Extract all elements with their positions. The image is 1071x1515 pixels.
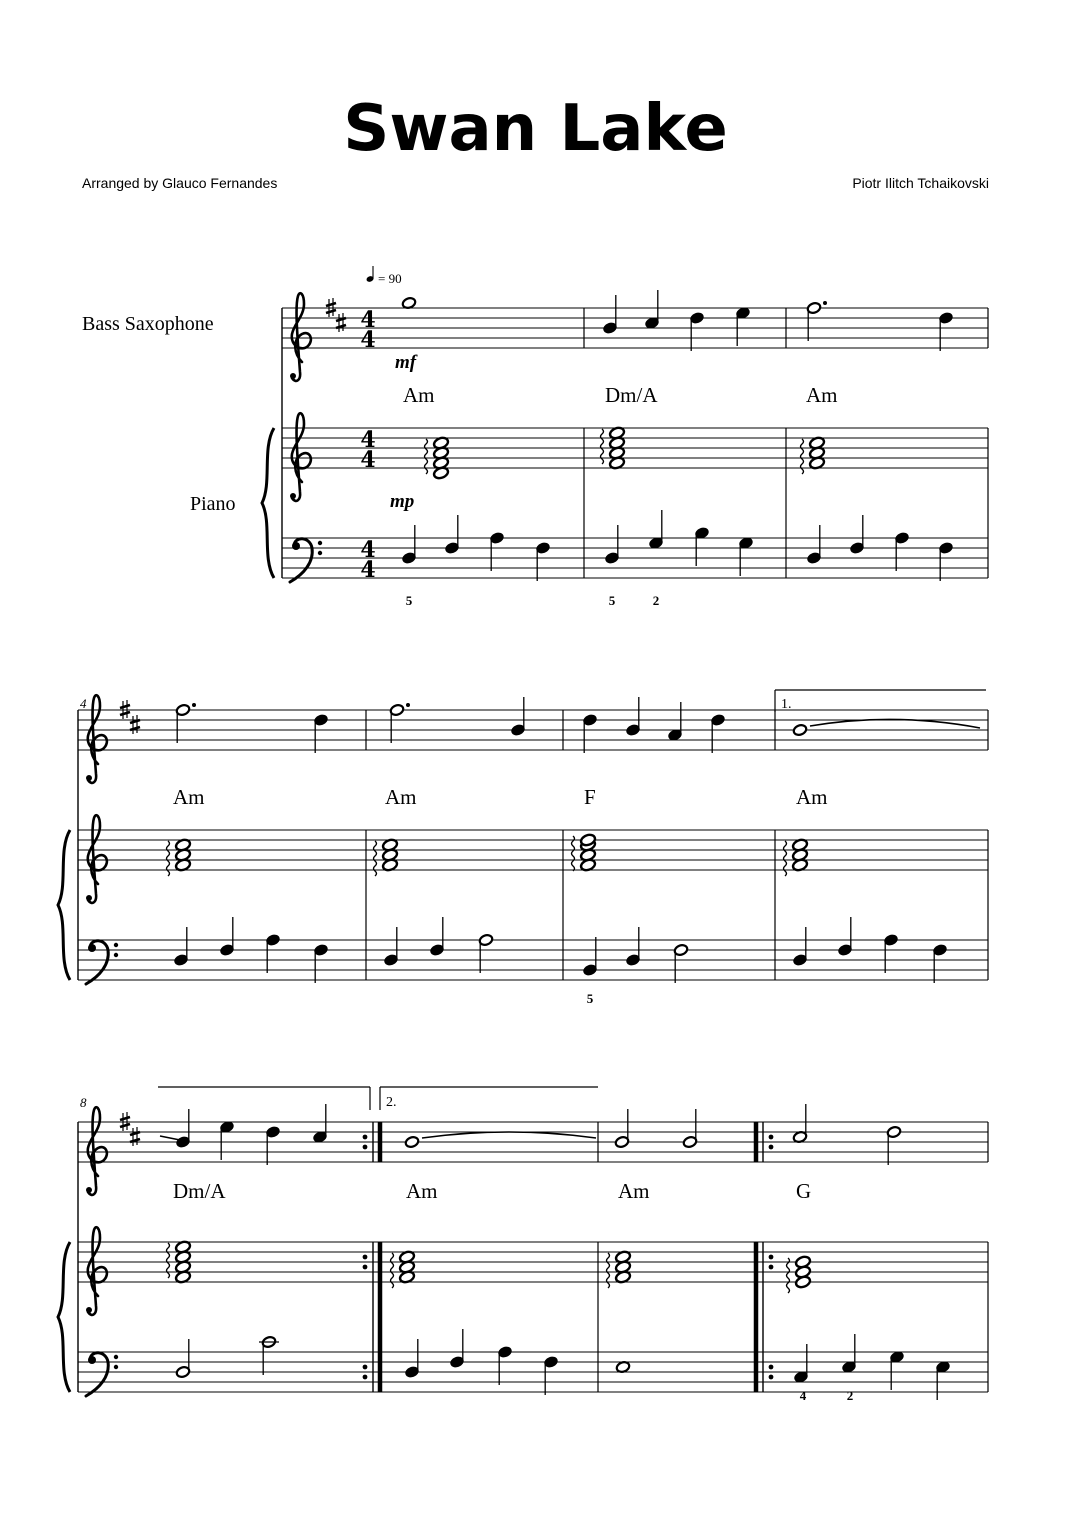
repeat-dot (769, 1135, 774, 1140)
chord-symbol: F (584, 785, 596, 809)
chord-symbol: G (796, 1179, 812, 1203)
repeat-dot (769, 1375, 774, 1380)
arpeggio-sign (391, 1253, 394, 1288)
arpeggio-sign (572, 836, 575, 871)
chord-symbol: Am (618, 1179, 650, 1203)
tie (810, 719, 980, 728)
time-signature-top: 4 (360, 307, 376, 333)
time-signature-top: 4 (360, 537, 376, 563)
chord-symbol: Am (403, 383, 435, 407)
arpeggio-sign (801, 439, 804, 474)
treble-clef-icon (86, 815, 107, 903)
time-signature-top: 4 (360, 427, 376, 453)
repeat-dot (769, 1255, 774, 1260)
augmentation-dot (406, 703, 410, 707)
tie (160, 1136, 180, 1140)
repeat-dot (363, 1145, 368, 1150)
bass-clef-icon (290, 539, 322, 582)
chord-symbol: Am (806, 383, 838, 407)
treble-clef-icon (86, 1107, 107, 1195)
fingering-number: 5 (608, 593, 616, 608)
chord-symbol: Dm/A (605, 383, 658, 407)
chord-symbol: Am (385, 785, 417, 809)
composer-credit: Piotr Ilitch Tchaikovski (852, 175, 989, 191)
sax-staff (78, 710, 988, 750)
dynamic-marking-piano: mp (390, 491, 415, 512)
score-title: Swan Lake (343, 92, 728, 166)
arpeggio-sign (374, 841, 377, 876)
augmentation-dot (823, 301, 827, 305)
arpeggio-sign (167, 1243, 170, 1278)
treble-clef-icon (290, 293, 311, 381)
note-head (792, 723, 807, 736)
repeat-dot (363, 1375, 368, 1380)
tie (422, 1132, 596, 1138)
repeat-dot (769, 1145, 774, 1150)
piano-brace (262, 428, 274, 578)
arpeggio-sign (607, 1253, 610, 1288)
time-signature-bottom: 4 (360, 327, 376, 353)
piano-treble-staff (78, 830, 988, 870)
repeat-dot (769, 1365, 774, 1370)
dynamic-marking-sax: mf (395, 352, 417, 373)
piano-brace (58, 830, 70, 980)
tempo-marking: = 90 (378, 271, 402, 286)
treble-clef-icon (86, 1227, 107, 1315)
chord-symbol: Am (173, 785, 205, 809)
repeat-dot (769, 1265, 774, 1270)
fingering-number: 5 (405, 593, 413, 608)
piano-brace (58, 1242, 70, 1392)
measure-number: 4 (80, 696, 87, 711)
instrument-name-piano: Piano (190, 493, 236, 515)
arpeggio-sign (425, 439, 428, 474)
repeat-dot (363, 1365, 368, 1370)
volta-label-first: 1. (781, 697, 792, 712)
piano-treble-staff (78, 1242, 988, 1282)
fingering-number: 2 (846, 1388, 854, 1403)
measure-number: 8 (80, 1095, 87, 1110)
repeat-dot (363, 1265, 368, 1270)
chord-symbol: Am (796, 785, 828, 809)
augmentation-dot (192, 703, 196, 707)
time-signature-bottom: 4 (360, 557, 376, 583)
arpeggio-sign (601, 429, 604, 464)
fingering-number: 5 (586, 991, 594, 1006)
arpeggio-sign (787, 1258, 790, 1293)
bass-clef-icon (86, 1353, 118, 1396)
key-signature-sharp (336, 313, 346, 332)
key-signature-sharp (130, 715, 140, 734)
piano-bass-staff (78, 1352, 988, 1392)
piano-bass-staff (78, 940, 988, 980)
piano-treble-staff (282, 428, 988, 468)
treble-clef-icon (86, 695, 107, 783)
arranger-credit: Arranged by Glauco Fernandes (82, 175, 278, 191)
key-signature-sharp (130, 1127, 140, 1146)
repeat-dot (363, 1255, 368, 1260)
sax-staff (282, 308, 988, 348)
instrument-name-sax: Bass Saxophone (82, 313, 214, 335)
fingering-number: 4 (799, 1388, 807, 1403)
chord-symbol: Dm/A (173, 1179, 226, 1203)
volta-label-second: 2. (386, 1095, 397, 1110)
note-head (404, 1135, 419, 1148)
bass-clef-icon (86, 941, 118, 984)
arpeggio-sign (167, 841, 170, 876)
treble-clef-icon (290, 413, 311, 501)
repeat-dot (363, 1135, 368, 1140)
fingering-number: 2 (652, 593, 660, 608)
piano-bass-staff (282, 538, 988, 578)
arpeggio-sign (784, 841, 787, 876)
sax-staff (78, 1122, 988, 1162)
chord-symbol: Am (406, 1179, 438, 1203)
time-signature-bottom: 4 (360, 447, 376, 473)
